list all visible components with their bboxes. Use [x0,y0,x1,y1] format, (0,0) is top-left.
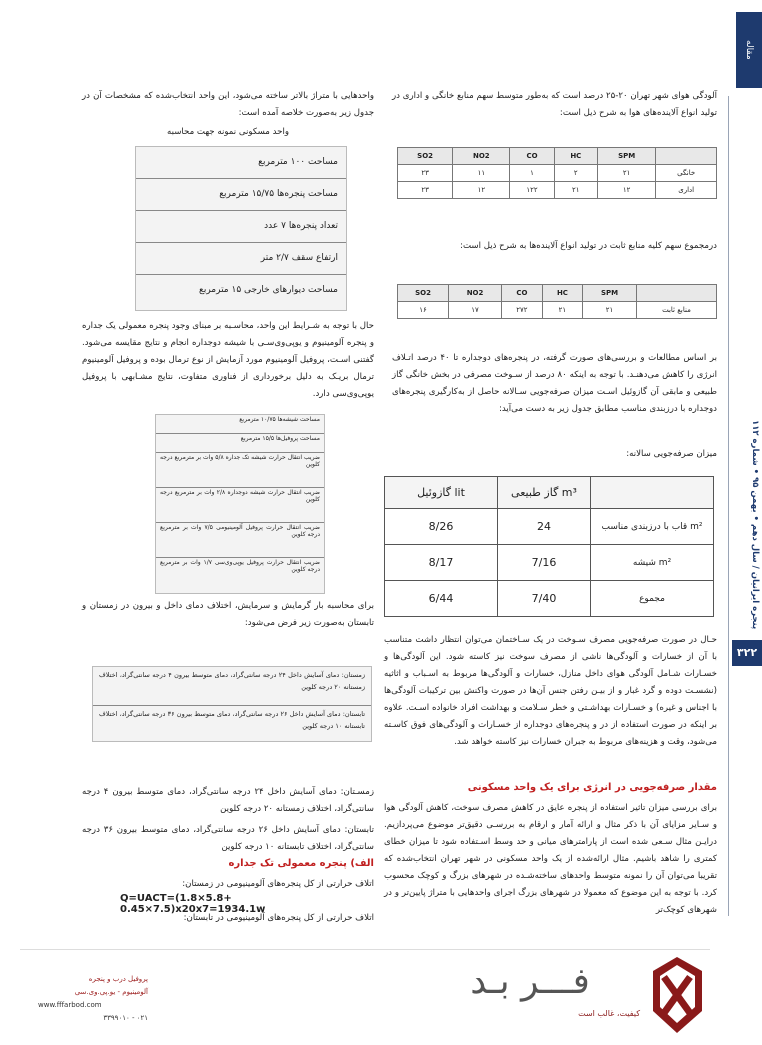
table-cell: ۲۱ [554,182,597,199]
table-header: گاز طبیعی m³ [498,477,591,509]
coefficient-row: مساحت پروفیل‌ها ۱۵/۵ مترمربع [156,434,324,453]
footer-ad [0,935,762,1045]
table-cell: ۲۷۲ [502,302,543,319]
spec-row: مساحت دیوارهای خارجی ۱۵ مترمربع [199,285,338,295]
left-paragraph-3: حال با توجه به شـرایط این واحد، محاسـبه بر مبنای وجود پنجره معمولی یک جداره و پنجره آلومینیوم و یوپی‌وی‌سـی با شیشه دوجداره انجام و نتایج مقایسه می‌شود. گفتنی اسـت، پروفیل آلومینیوم مورد آزمایش از نوع ترمال بوده و پروفیل آلومینیوم ترمال بریـک به دلیل برخورداری از فناوری متفاوت، نتایج مشـابهی با پروفیل یوپی‌وی‌سی دارد. [82,321,374,399]
ad-line: پروفیل درب و پنجره [88,975,148,983]
table-cell: 8/26 [385,509,498,545]
temperature-row: زمستان: دمای آسایش داخل ۲۴ درجه سانتی‌گراد، دمای متوسط بیرون ۴ درجه سانتی‌گراد، اختلاف زمستانه ۲۰ درجه کلوین [93,667,371,706]
left-paragraph-8: اتلاف حرارتی از کل پنجره‌های آلومینیومی در تابستان: [183,913,374,923]
right-paragraph-2: درمجموع سهم کلیه منابع ثابت در تولید انواع آلاینده‌ها به شرح ذیل است: [460,241,717,251]
coefficient-row: ضریب انتقال حرارت شیشه تک جداره ۵/۸ وات بر مترمربع درجه کلوین [156,453,324,488]
table-cell: شیشه m² [591,545,714,581]
ad-phone: ۰۲۱ - ۳۳۹۹۰۱۰ [103,1014,148,1022]
subsection-heading: الف) پنجره معمولی تک جداره [228,858,374,869]
table-cell: ۱۲ [598,182,656,199]
brand-logo-icon [650,955,705,1035]
spec-row: ارتفاع سقف ۲/۷ متر [136,243,346,275]
table-cell: ۲۱ [598,165,656,182]
left-paragraph-2: واحد مسکونی نمونه جهت محاسبه [167,127,289,137]
section-heading: مقدار صرفه‌جویی در انرژی برای یک واحد مسکونی [467,782,717,793]
table-header: SO2 [398,285,449,302]
table-cell: منابع ثابت [636,302,716,319]
divider-line [728,96,729,916]
table-header: SPM [583,285,637,302]
table-header: NO2 [449,285,502,302]
left-paragraph-4: برای محاسبه بار گرمایش و سرمایش، اختلاف دمای داخل و بیرون در زمستان و تابستان به‌صورت زیر فرض می‌شود: [82,601,374,628]
table-header [591,477,714,509]
left-paragraph-7: اتلاف حرارتی از کل پنجره‌های آلومینیومی در زمستان: [182,879,374,889]
table-header: HC [554,148,597,165]
coefficient-row: ضریب انتقال حرارت پروفیل یوپی‌وی‌سی ۱/۷ وات بر مترمربع درجه کلوین [160,559,320,573]
table-cell: 6/44 [385,581,498,617]
table-header: SO2 [398,148,453,165]
issue-info: پنجره ایرانیان / سال دهم • بهمن ۹۵ • شماره ۱۱۲ [750,420,760,630]
coefficient-row: ضریب انتقال حرارت پروفیل آلومینیومی ۷/۵ وات بر مترمربع درجه کلوین [156,523,324,558]
ad-line: آلومینیوم - یو.پی.وی.سی [74,988,148,996]
table-cell: ۱۶ [398,302,449,319]
table-header [656,148,717,165]
ad-url[interactable]: www.fffarbod.com [38,1001,102,1009]
table-cell: قاب با درزبندی مناسب m² [591,509,714,545]
right-paragraph-3: بر اساس مطالعات و بررسی‌های صورت گرفته، در پنجره‌های دوجداره تا ۴۰ درصد اتـلاف انرژی را کاهش می‌دهنـد. با توجه به اینکه ۸۰ درصد از سـوخت مصرفی در بخش خانگی گاز طبیعی و مابقی آن گازوئیل اسـت میزان صرفه‌جویی سـالانه حاصل از به‌کارگیری پنجره‌های دوجداره با درزبندی مناسب مطابق جدول زیر به دست می‌آید: [392,353,717,414]
table-header: گازوئیل lit [385,477,498,509]
table-header: HC [542,285,582,302]
coefficient-row: مساحت شیشه‌ها ۱۰/۷۵ مترمربع [156,415,324,434]
table-cell: ۱۷ [449,302,502,319]
left-paragraph-6: تابستان: دمای آسایش داخل ۲۶ درجه سانتی‌گراد، دمای متوسط بیرون ۳۶ درجه سانتی‌گراد، اختلاف تابستانه ۱۰ درجه کلوین [82,825,374,852]
table-cell: ۲۳ [398,182,453,199]
table-cell: ۲۱ [542,302,582,319]
table-cell: 8/17 [385,545,498,581]
table-header: SPM [598,148,656,165]
right-paragraph-5: حـال در صورت صرفه‌جویی مصرف سـوخت در یک سـاختمان می‌توان انتظار داشت متناسب با آن از خسارات و آلودگی‌ها ناشی از مصرف سوخت نیز کاسته شود. این آلودگی‌ها و خسـارات شـامل آلودگی هوای داخل منازل، خسارات و آلودگی‌ها مربوط به اسـباب و اثاثیه (نشسـت دوده و گرد غبار و از بیـن رفتن جنس آن‌ها در صورت واکنش بین ترکیبات آلودگی‌ها با اجناس و غیره) و خسـارات بهداشـتی و خطر سـلامت و بهداشت افراد خانواده اسـت. علاوه بر اینکه در صورت استفاده از در و پنجره‌های دوجداره از خسـارات و آلودگی‌های فوق کاسـته می‌شود، وقت و هزینه‌های مربوط به جبران خسارات نیز کاسته خواهد شد. [384,635,717,747]
table-row [385,545,714,581]
spec-row: مساحت ۱۰۰ مترمربع [136,147,346,179]
table-cell: 7/16 [498,545,591,581]
left-paragraph-1: واحدهایی با متراژ بالاتر ساخته می‌شود، این واحد انتخاب‌شده که مشخصات آن در جدول زیر به‌صورت خلاصه آمده است: [82,91,374,118]
right-paragraph-6: برای بررسی میزان تاثیر استفاده از پنجره عایق در کاهش مصرف سوخت، کاهش آلودگی هوا و سـایر مزایای آن با ذکر مثال و ارائه آمار و ارقام به بررسـی دقیق‌تر موضوع می‌پردازیم. درایـن مثال سـعی شده است از پارامترهای میانی و حد وسط اسـتفاده شود تا میزان خطای کمتری را شاهد باشیم. مثال ارائه‌شده از یک واحد مسکونی در شهر تهران انتخاب‌شده که تقریبا می‌توان آن را نمونه متوسط واحدهای ساخته‌شـده در شهرهای بزرگ و کوچک محسوب کرد. با توجه به این موضوع که معمولا در شهرهای بزرگ اجرای واحدهایی با متراژ پایین‌تر و در شهرهای کوچک‌تر [384,803,717,915]
pollutants-table-1 [397,147,717,199]
brand-slogan: کیفیت، غالب است [578,1009,640,1018]
table-cell: ۲۱ [583,302,637,319]
table-cell: 7/40 [498,581,591,617]
table-row [398,302,717,319]
coefficients-table [155,414,325,594]
spec-row: تعداد پنجره‌ها ۷ عدد [136,211,346,243]
table-cell: ۱۲۲ [510,182,554,199]
table-cell: ۱ [510,165,554,182]
table-header: CO [510,148,554,165]
table-row [398,165,717,182]
section-tab: مقاله [736,12,762,88]
table-header: NO2 [453,148,510,165]
temperature-table [92,666,372,742]
table-row [398,182,717,199]
page-number: ۳۲۲ [732,640,762,666]
left-paragraph-5: زمسـتان: دمای آسایش داخل ۲۴ درجه سانتی‌گراد، دمای متوسط بیرون ۴ درجه سانتی‌گراد، اختلاف زمستانه ۲۰ درجه کلوین [82,787,374,814]
spec-row: مساحت پنجره‌ها ۱۵/۷۵ مترمربع [136,179,346,211]
table-cell: ۲۳ [398,165,453,182]
savings-table [384,476,714,617]
right-paragraph-1: آلودگی هوای شهر تهران ۲۰-۲۵ درصد است که به‌طور متوسط سهم منابع خانگی و اداری در تولید انواع آلاینده‌های هوا به شرح ذیل است: [392,91,717,118]
table-cell: 24 [498,509,591,545]
table-cell: اداری [656,182,717,199]
table-cell: مجموع [591,581,714,617]
coefficient-row: ضریب انتقال حرارت شیشه دوجداره ۲/۸ وات بر مترمربع درجه کلوین [156,488,324,523]
table-cell: ۱۱ [453,165,510,182]
right-paragraph-4: میزان صرفه‌جویی سالانه: [626,449,717,459]
temperature-row: تابستان: دمای آسایش داخل ۲۶ درجه سانتی‌گراد، دمای متوسط بیرون ۳۶ درجه سانتی‌گراد، اختلاف تابستانه ۱۰ درجه کلوین [99,710,366,730]
table-header [636,285,716,302]
formula: Q=UACT=(1.8×5.8+ 0.45×7.5)x20x7=1934.1w [120,893,266,915]
table-header: CO [502,285,543,302]
table-cell: ۲ [554,165,597,182]
table-cell: خانگی [656,165,717,182]
pollutants-table-2 [397,284,717,319]
brand-name: فـــر بـد [470,961,590,1002]
spec-table [135,146,347,311]
table-cell: ۱۲ [453,182,510,199]
ad-contact [38,973,148,1025]
table-row [385,509,714,545]
table-row [385,581,714,617]
right-sidebar [732,0,762,1045]
